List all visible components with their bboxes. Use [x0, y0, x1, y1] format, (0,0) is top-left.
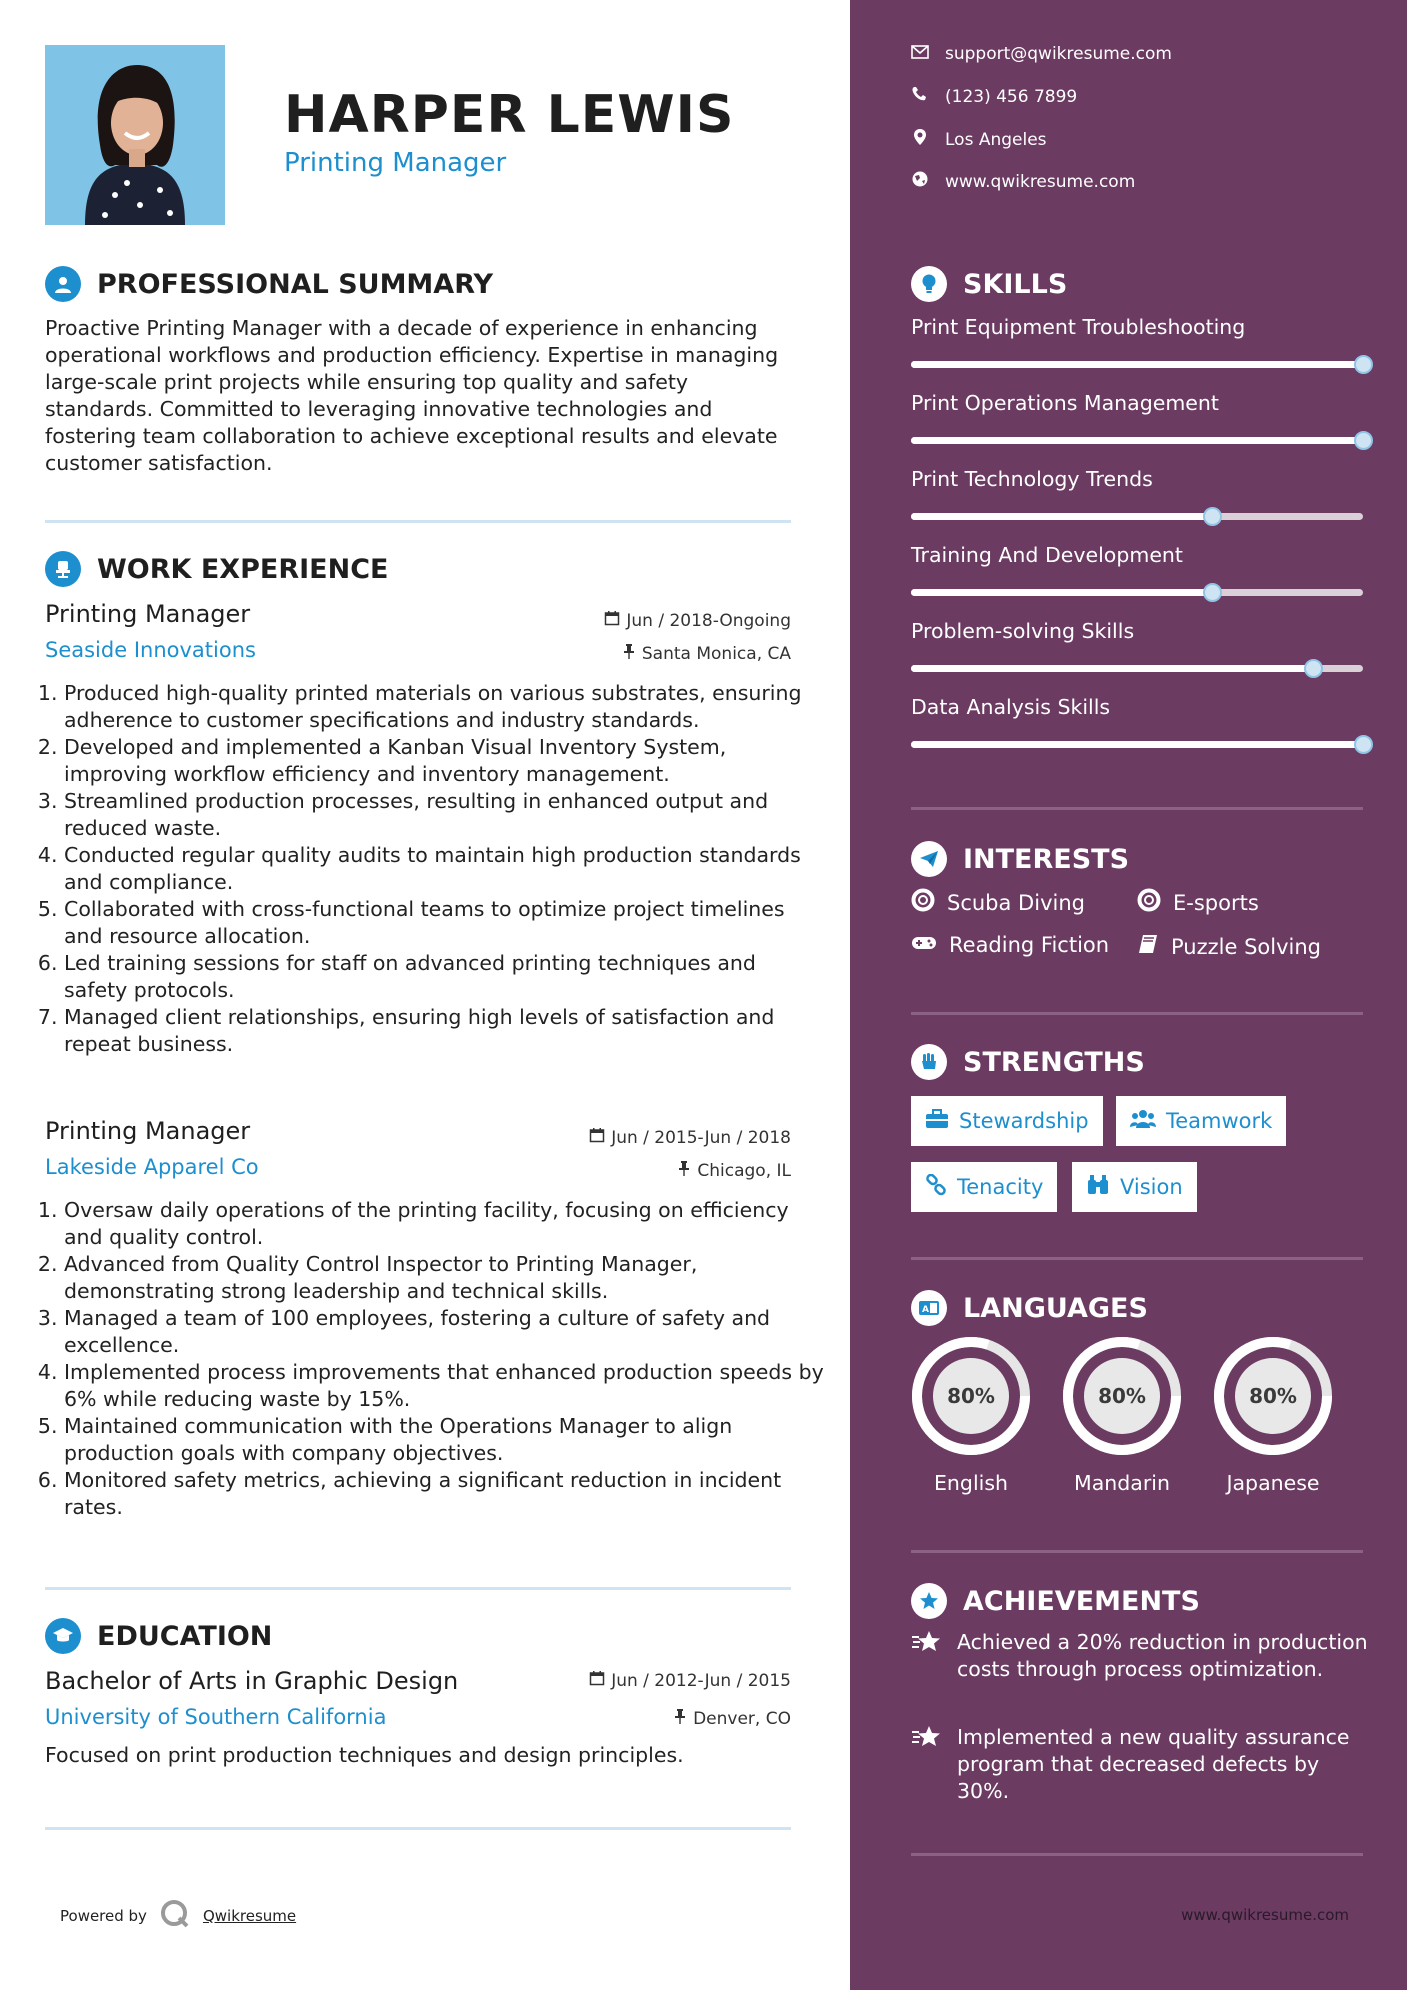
divider: [911, 807, 1363, 810]
interest-label: E-sports: [1173, 890, 1259, 915]
svg-text:A: A: [922, 1305, 929, 1315]
interest-item: [1137, 933, 1321, 960]
contact-email[interactable]: [911, 44, 1172, 64]
summary-text: Proactive Printing Manager with a decade of experience in enhancing operational workflows and production efficiency. Expertise in managing large-scale print projects while ensuring top quality and safety standards. Committed to leveraging innovative technologies and fostering team collaboration to achieve exceptional results and elevate customer satisfaction.: [45, 316, 779, 475]
summary-heading: [45, 266, 493, 302]
list-item: 7. Managed client relationships, ensuring high levels of satisfaction and repeat business.: [64, 1004, 824, 1058]
skill-name: Problem-solving Skills: [911, 619, 1135, 643]
envelope-icon: [911, 44, 929, 64]
divider: [45, 1827, 791, 1830]
powered-by-label: Powered by: [60, 1907, 147, 1925]
brand-link[interactable]: Qwikresume: [202, 1907, 297, 1925]
book-icon: [1137, 933, 1159, 960]
list-item: 4. Implemented process improvements that enhanced production speeds by 6% while reducing waste by 15%.: [64, 1359, 824, 1413]
candidate-name: HARPER LEWIS: [284, 85, 735, 145]
strength-label: Tenacity: [957, 1175, 1044, 1199]
profile-photo-icon: [45, 45, 225, 225]
job-bullets: [40, 680, 824, 1058]
achievement-text: Implemented a new quality assurance program that decreased defects by 30%.: [957, 1725, 1350, 1803]
job-bullets: [40, 1197, 824, 1521]
chair-icon: [45, 551, 81, 587]
summary-heading-label: PROFESSIONAL SUMMARY: [97, 268, 494, 300]
language-ring: [1062, 1336, 1182, 1456]
school-name: University of Southern California: [45, 1705, 387, 1729]
achievement-item: [911, 1724, 1371, 1805]
list-item: 2. Advanced from Quality Control Inspector to Printing Manager, demonstrating strong leadership and technical skills.: [64, 1251, 824, 1305]
strength-badge: [1116, 1096, 1286, 1146]
list-item: 5. Collaborated with cross-functional teams to optimize project timelines and resource allocation.: [64, 896, 824, 950]
language-name: English: [933, 1471, 1009, 1495]
achievements-heading: [911, 1583, 1200, 1619]
skill-name: Print Equipment Troubleshooting: [911, 315, 1246, 339]
calendar-icon: [604, 610, 620, 631]
language-ring: [1213, 1336, 1333, 1456]
list-item: 6. Monitored safety metrics, achieving a significant reduction in incident rates.: [64, 1467, 824, 1521]
interests-heading: [911, 841, 1129, 877]
interest-item: [911, 933, 1109, 957]
globe-icon: [911, 170, 929, 193]
powered-by: [60, 1898, 296, 1934]
education-dates: [589, 1670, 791, 1691]
achievements-heading-label: ACHIEVEMENTS: [963, 1585, 1200, 1617]
language-percent: 80%: [947, 1384, 995, 1408]
skill-bar-fill: [911, 513, 1212, 520]
job-location-text: Santa Monica, CA: [641, 643, 791, 664]
skill-bar: [911, 665, 1363, 672]
job-company: Lakeside Apparel Co: [45, 1155, 259, 1179]
job-location-text: Chicago, IL: [697, 1160, 791, 1181]
graduation-cap-icon: [45, 1618, 81, 1654]
divider: [911, 1853, 1363, 1856]
skill-level-knob: [1354, 431, 1373, 450]
map-marker-icon: [911, 128, 929, 151]
language-name: Mandarin: [1074, 1471, 1170, 1495]
skill-bar: [911, 589, 1363, 596]
divider: [911, 1012, 1363, 1015]
strength-label: Stewardship: [959, 1109, 1089, 1133]
briefcase-icon: [925, 1109, 949, 1134]
translate-icon: [911, 1290, 947, 1326]
users-icon: [1130, 1109, 1156, 1134]
language-percent: 80%: [1098, 1384, 1146, 1408]
job-dates-text: Jun / 2015-Jun / 2018: [611, 1127, 791, 1148]
list-item: 5. Maintained communication with the Operations Manager to align production goals with company objectives.: [64, 1413, 824, 1467]
calendar-icon: [589, 1670, 605, 1691]
education-location-text: Denver, CO: [693, 1708, 791, 1729]
footer-url[interactable]: www.qwikresume.com: [1181, 1906, 1349, 1924]
work-heading: [45, 551, 388, 587]
contact-phone[interactable]: [911, 86, 1077, 107]
divider: [911, 1550, 1363, 1553]
lightbulb-icon: [911, 266, 947, 302]
binoculars-icon: [1086, 1174, 1110, 1201]
language-ring: [911, 1336, 1031, 1456]
gamepad-icon: [911, 933, 937, 957]
skill-bar: [911, 741, 1363, 748]
skill-level-knob: [1354, 355, 1373, 374]
job-dates: [589, 1127, 791, 1148]
work-heading-label: WORK EXPERIENCE: [97, 553, 389, 585]
link-icon: [925, 1174, 947, 1201]
strength-badge: [911, 1096, 1103, 1146]
job-location: [677, 1160, 791, 1181]
job-dates: [604, 610, 791, 631]
skill-name: Data Analysis Skills: [911, 695, 1111, 719]
strength-badge: [1072, 1162, 1197, 1212]
list-item: 2. Developed and implemented a Kanban Visual Inventory System, improving workflow efficiency and inventory management.: [64, 734, 824, 788]
contact-website-text: www.qwikresume.com: [945, 171, 1136, 192]
education-heading: [45, 1618, 272, 1654]
list-item: 1. Produced high-quality printed materials on various substrates, ensuring adherence to customer specifications and industry standards.: [64, 680, 824, 734]
language-percent: 80%: [1249, 1384, 1297, 1408]
calendar-icon: [589, 1127, 605, 1148]
strengths-heading: [911, 1044, 1145, 1080]
language-name: Japanese: [1226, 1471, 1320, 1495]
star-icon: [911, 1629, 943, 1683]
contact-website[interactable]: [911, 170, 1135, 193]
degree-title: Bachelor of Arts in Graphic Design: [45, 1667, 459, 1695]
contact-email-text: support@qwikresume.com: [945, 44, 1172, 64]
profile-photo: [45, 45, 225, 225]
contact-phone-text: (123) 456 7899: [945, 86, 1078, 107]
strength-label: Teamwork: [1166, 1109, 1273, 1133]
candidate-title: Printing Manager: [284, 148, 507, 178]
job-location: [622, 643, 791, 664]
interests-heading-label: INTERESTS: [963, 843, 1130, 875]
interest-label: Reading Fiction: [949, 933, 1110, 957]
skill-level-knob: [1354, 735, 1373, 754]
strengths-heading-label: STRENGTHS: [963, 1046, 1145, 1078]
skill-name: Training And Development: [911, 543, 1183, 567]
pin-icon: [677, 1160, 691, 1181]
paper-plane-icon: [911, 841, 947, 877]
interest-label: Puzzle Solving: [1171, 934, 1321, 959]
job-dates-text: Jun / 2018-Ongoing: [626, 610, 791, 631]
skill-level-knob: [1304, 659, 1323, 678]
list-item: 4. Conducted regular quality audits to maintain high production standards and compliance.: [64, 842, 824, 896]
skill-bar: [911, 437, 1363, 444]
interest-item: [911, 888, 1085, 917]
strength-label: Vision: [1120, 1175, 1183, 1199]
qwikresume-logo-icon: [159, 1898, 191, 1934]
achievement-text: Achieved a 20% reduction in production costs through process optimization.: [957, 1630, 1368, 1681]
skill-bar: [911, 361, 1363, 368]
skill-bar-fill: [911, 437, 1363, 444]
list-item: 3. Streamlined production processes, resulting in enhanced output and reduced waste.: [64, 788, 824, 842]
strength-badge: [911, 1162, 1057, 1212]
job-title: Printing Manager: [45, 1117, 251, 1145]
list-item: 6. Led training sessions for staff on advanced printing techniques and safety protocols.: [64, 950, 824, 1004]
education-location: [673, 1708, 791, 1729]
fist-icon: [911, 1044, 947, 1080]
job-title: Printing Manager: [45, 600, 251, 628]
lifebuoy-icon: [911, 888, 935, 917]
skill-bar-fill: [911, 741, 1363, 748]
lifebuoy-icon: [1137, 888, 1161, 917]
achievement-item: [911, 1629, 1371, 1683]
languages-heading: [911, 1290, 1148, 1326]
skill-bar-fill: [911, 589, 1212, 596]
education-heading-label: EDUCATION: [97, 1620, 273, 1652]
skills-heading: [911, 266, 1067, 302]
user-icon: [45, 266, 81, 302]
skill-bar: [911, 513, 1363, 520]
contact-location: [911, 128, 1047, 151]
list-item: 3. Managed a team of 100 employees, fostering a culture of safety and excellence.: [64, 1305, 824, 1359]
pin-icon: [673, 1708, 687, 1729]
divider: [45, 520, 791, 523]
skill-bar-fill: [911, 361, 1363, 368]
languages-heading-label: LANGUAGES: [963, 1292, 1148, 1324]
divider: [911, 1257, 1363, 1260]
skill-name: Print Technology Trends: [911, 467, 1153, 491]
phone-icon: [911, 86, 929, 107]
interest-label: Scuba Diving: [947, 890, 1085, 915]
education-description: Focused on print production techniques and design principles.: [45, 1743, 684, 1767]
skill-bar-fill: [911, 665, 1313, 672]
star-icon: [911, 1724, 943, 1805]
star-badge-icon: [911, 1583, 947, 1619]
pin-icon: [622, 643, 636, 664]
skills-heading-label: SKILLS: [963, 268, 1068, 300]
divider: [45, 1587, 791, 1590]
contact-location-text: Los Angeles: [945, 129, 1047, 150]
job-company: Seaside Innovations: [45, 638, 256, 662]
interest-item: [1137, 888, 1259, 917]
education-dates-text: Jun / 2012-Jun / 2015: [611, 1670, 791, 1691]
list-item: 1. Oversaw daily operations of the printing facility, focusing on efficiency and quality control.: [64, 1197, 824, 1251]
skill-name: Print Operations Management: [911, 391, 1219, 415]
